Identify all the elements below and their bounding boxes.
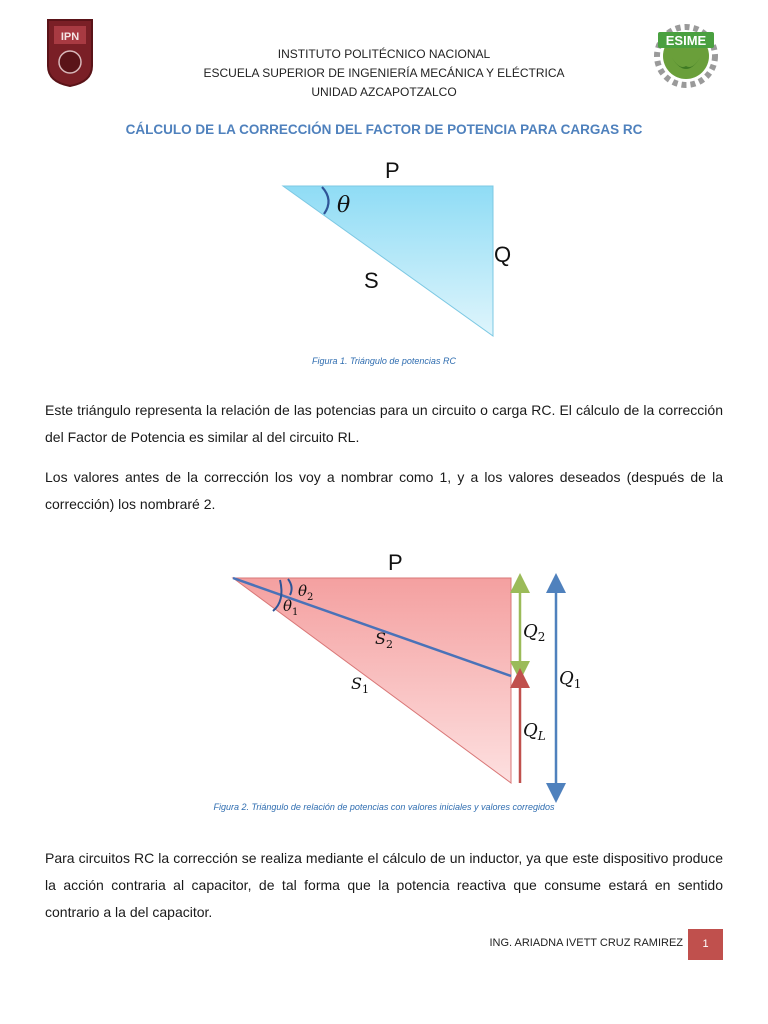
label-p: P <box>385 158 400 183</box>
label-s1: $S_1$ <box>351 674 369 696</box>
label-p2: P <box>388 550 403 575</box>
label-theta2: $\theta_2$ <box>298 582 314 603</box>
page-number-badge: 1 <box>688 929 723 960</box>
label-theta: θ <box>337 193 351 218</box>
label-q2: $Q_2$ <box>523 621 546 644</box>
triangle-rc <box>283 186 493 336</box>
label-ql: $Q_L$ <box>523 720 546 743</box>
paragraph-naming: Los valores antes de la corrección los voy a nombrar como 1, y a los valores deseados (después de la corrección) los nombraré 2. <box>45 469 723 512</box>
institution-name: INSTITUTO POLITÉCNICO NACIONAL <box>277 47 491 61</box>
paragraph-intro: Este triángulo representa la relación de las potencias para un circuito o carga RC. El cálculo de la corrección del Factor de Potencia es similar al del circuito RL. <box>45 402 723 445</box>
esime-logo-text: ESIME <box>665 33 707 48</box>
label-s: S <box>364 268 379 293</box>
label-q1: $Q_1$ <box>559 668 582 691</box>
label-q: Q <box>494 242 512 267</box>
paragraph-inductor: Para circuitos RC la corrección se realiza mediante el cálculo de un inductor, ya que este dispositivo produce la acción contraria al capacitor, de tal forma que la potencia reactiva que consume estará en sentido contrario a la del capacitor. <box>45 850 723 920</box>
footer-author: ING. ARIADNA IVETT CRUZ RAMIREZ <box>489 937 683 949</box>
document-title: CÁLCULO DE LA CORRECCIÓN DEL FACTOR DE POTENCIA PARA CARGAS RC <box>125 122 643 137</box>
figure-1-caption: Figura 1. Triángulo de potencias RC <box>312 356 456 366</box>
school-name: ESCUELA SUPERIOR DE INGENIERÍA MECÁNICA Y ELÉCTRICA <box>203 66 565 80</box>
label-theta1: $\theta_1$ <box>283 597 299 618</box>
figure-1-power-triangle <box>270 150 530 350</box>
label-s2: $S_2$ <box>375 629 393 651</box>
ipn-logo-text: IPN <box>60 31 80 43</box>
figure-2-correction-triangle <box>225 545 595 805</box>
figure-2-caption: Figura 2. Triángulo de relación de potencias con valores iniciales y valores corregidos <box>213 802 555 812</box>
campus-name: UNIDAD AZCAPOTZALCO <box>311 85 457 99</box>
